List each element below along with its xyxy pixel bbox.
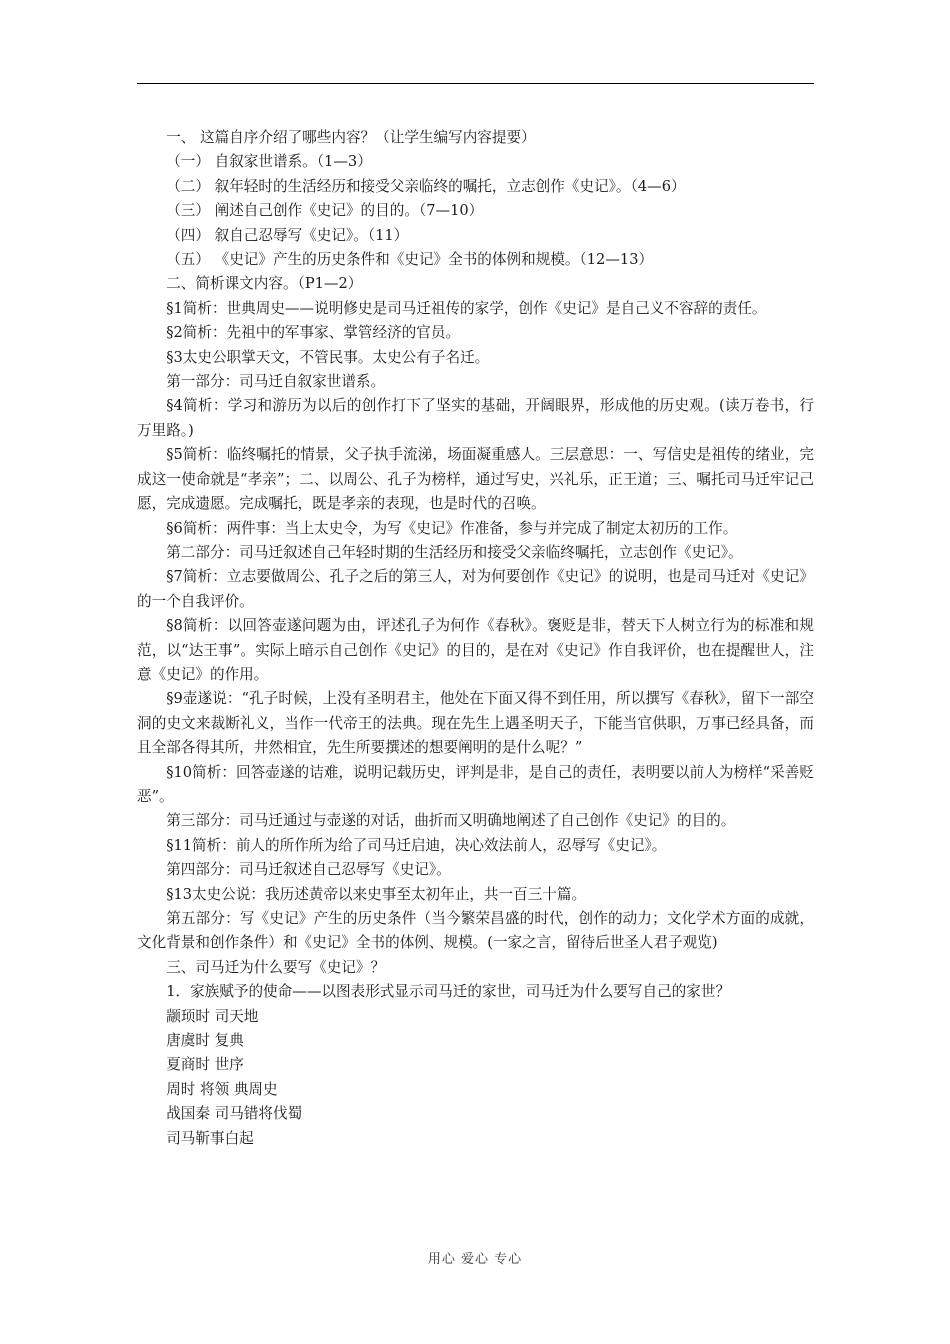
paragraph-11: 第一部分：司马迁自叙家世谱系。 xyxy=(166,373,386,391)
paragraph-7: 二、简析课文内容。（P1—2） xyxy=(166,275,363,293)
paragraph-3: （二） 叙年轻时的生活经历和接受父亲临终的嘱托，立志创作《史记》。（4—6） xyxy=(166,177,686,195)
paragraph-19: §10简析：回答壶遂的诘难，说明记载历史，评判是非，是自己的责任，表明要以前人为榜样“采善贬恶”。 xyxy=(137,763,814,805)
paragraph-17: §8简析：以回答壶遂问题为由，评述孔子为何作《春秋》。褒贬是非，替天下人树立行为的标准和规范，以“达王事”。实际上暗示自己创作《史记》的目的，是在对《史记》作自我评价，也在提醒世人，注意《史记》的作用。 xyxy=(137,617,814,683)
paragraph-31: 战国秦 司马错将伐蜀 xyxy=(166,1105,303,1123)
paragraph-4: （三） 阐述自己创作《史记》的目的。（7—10） xyxy=(166,202,484,220)
paragraph-32: 司马靳事白起 xyxy=(166,1129,254,1147)
paragraph-23: §13太史公说：我历述黄帝以来史事至太初年止，共一百三十篇。 xyxy=(166,885,587,903)
paragraph-10: §3太史公职掌天文，不管民事。太史公有子名迁。 xyxy=(166,348,490,366)
paragraph-13: §5简析：临终嘱托的情景，父子执手流涕，场面凝重感人。三层意思：一、写信史是祖传的绪业，完成这一使命就是“孝亲”；二、以周公、孔子为榜样，通过写史，兴礼乐，正王道；三、嘱托司马迁牢记己愿，完成遗愿。完成嘱托，既是孝亲的表现，也是时代的召唤。 xyxy=(137,446,814,513)
paragraph-2: （一） 自叙家世谱系。（1—3） xyxy=(166,153,372,171)
paragraph-16: §7简析：立志要做周公、孔子之后的第三人，对为何要创作《史记》的说明，也是司马迁对《史记》的一个自我评价。 xyxy=(137,568,814,610)
document-body xyxy=(137,126,814,1151)
paragraph-14: §6简析：两件事：当上太史令，为写《史记》作准备，参与并完成了制定太初历的工作。 xyxy=(166,519,738,537)
paragraph-30: 周时 将领 典周史 xyxy=(166,1080,278,1098)
paragraph-28: 唐虞时 复典 xyxy=(166,1032,244,1050)
page-footer: 用心 爱心 专心 xyxy=(427,1252,523,1267)
paragraph-29: 夏商时 世序 xyxy=(166,1056,244,1074)
header-rule xyxy=(137,83,814,84)
paragraph-15: 第二部分：司马迁叙述自己年轻时期的生活经历和接受父亲临终嘱托，立志创作《史记》。 xyxy=(166,543,743,561)
paragraph-6: （五） 《史记》产生的历史条件和《史记》全书的体例和规模。（12—13） xyxy=(166,251,654,269)
paragraph-5: （四） 叙自己忍辱写《史记》。（11） xyxy=(166,226,409,244)
paragraph-24: 第五部分：写《史记》产生的历史条件（当今繁荣昌盛的时代，创作的动力；文化学术方面的成就，文化背景和创作条件）和《史记》全书的体例、规模。(一家之言，留待后世圣人君子观览) xyxy=(137,910,814,952)
paragraph-1: 一、 这篇自序介绍了哪些内容？（让学生编写内容提要） xyxy=(166,129,536,146)
paragraph-9: §2简析：先祖中的军事家、掌管经济的官员。 xyxy=(166,324,461,342)
paragraph-25: 三、司马迁为什么要写《史记》？ xyxy=(166,958,386,976)
paragraph-18: §9壶遂说：“孔子时候，上没有圣明君主，他处在下面又得不到任用，所以撰写《春秋》，留下一部空洞的史文来裁断礼义，当作一代帝王的法典。现在先生上遇圣明天子，下能当官供职，万事已经具备，而且全部各得其所，井然相宜，先生所要撰述的想要阐明的是什么呢？” xyxy=(137,690,814,757)
paragraph-22: 第四部分：司马迁叙述自己忍辱写《史记》。 xyxy=(166,861,451,879)
paragraph-26: 1．家族赋予的使命——以图表形式显示司马迁的家世，司马迁为什么要写自己的家世？ xyxy=(166,983,731,1001)
paragraph-27: 颛顼时 司天地 xyxy=(166,1007,259,1025)
paragraph-20: 第三部分：司马迁通过与壶遂的对话，曲折而又明确地阐述了自己创作《史记》的目的。 xyxy=(166,812,736,830)
paragraph-12: §4简析：学习和游历为以后的创作打下了坚实的基础，开阔眼界，形成他的历史观。(读万卷书，行万里路。) xyxy=(137,397,814,439)
paragraph-21: §11简析：前人的所作所为给了司马迁启迪，决心效法前人，忍辱写《史记》。 xyxy=(166,836,667,854)
paragraph-8: §1简析：世典周史——说明修史是司马迁祖传的家学，创作《史记》是自己义不容辞的责任。 xyxy=(166,299,767,317)
